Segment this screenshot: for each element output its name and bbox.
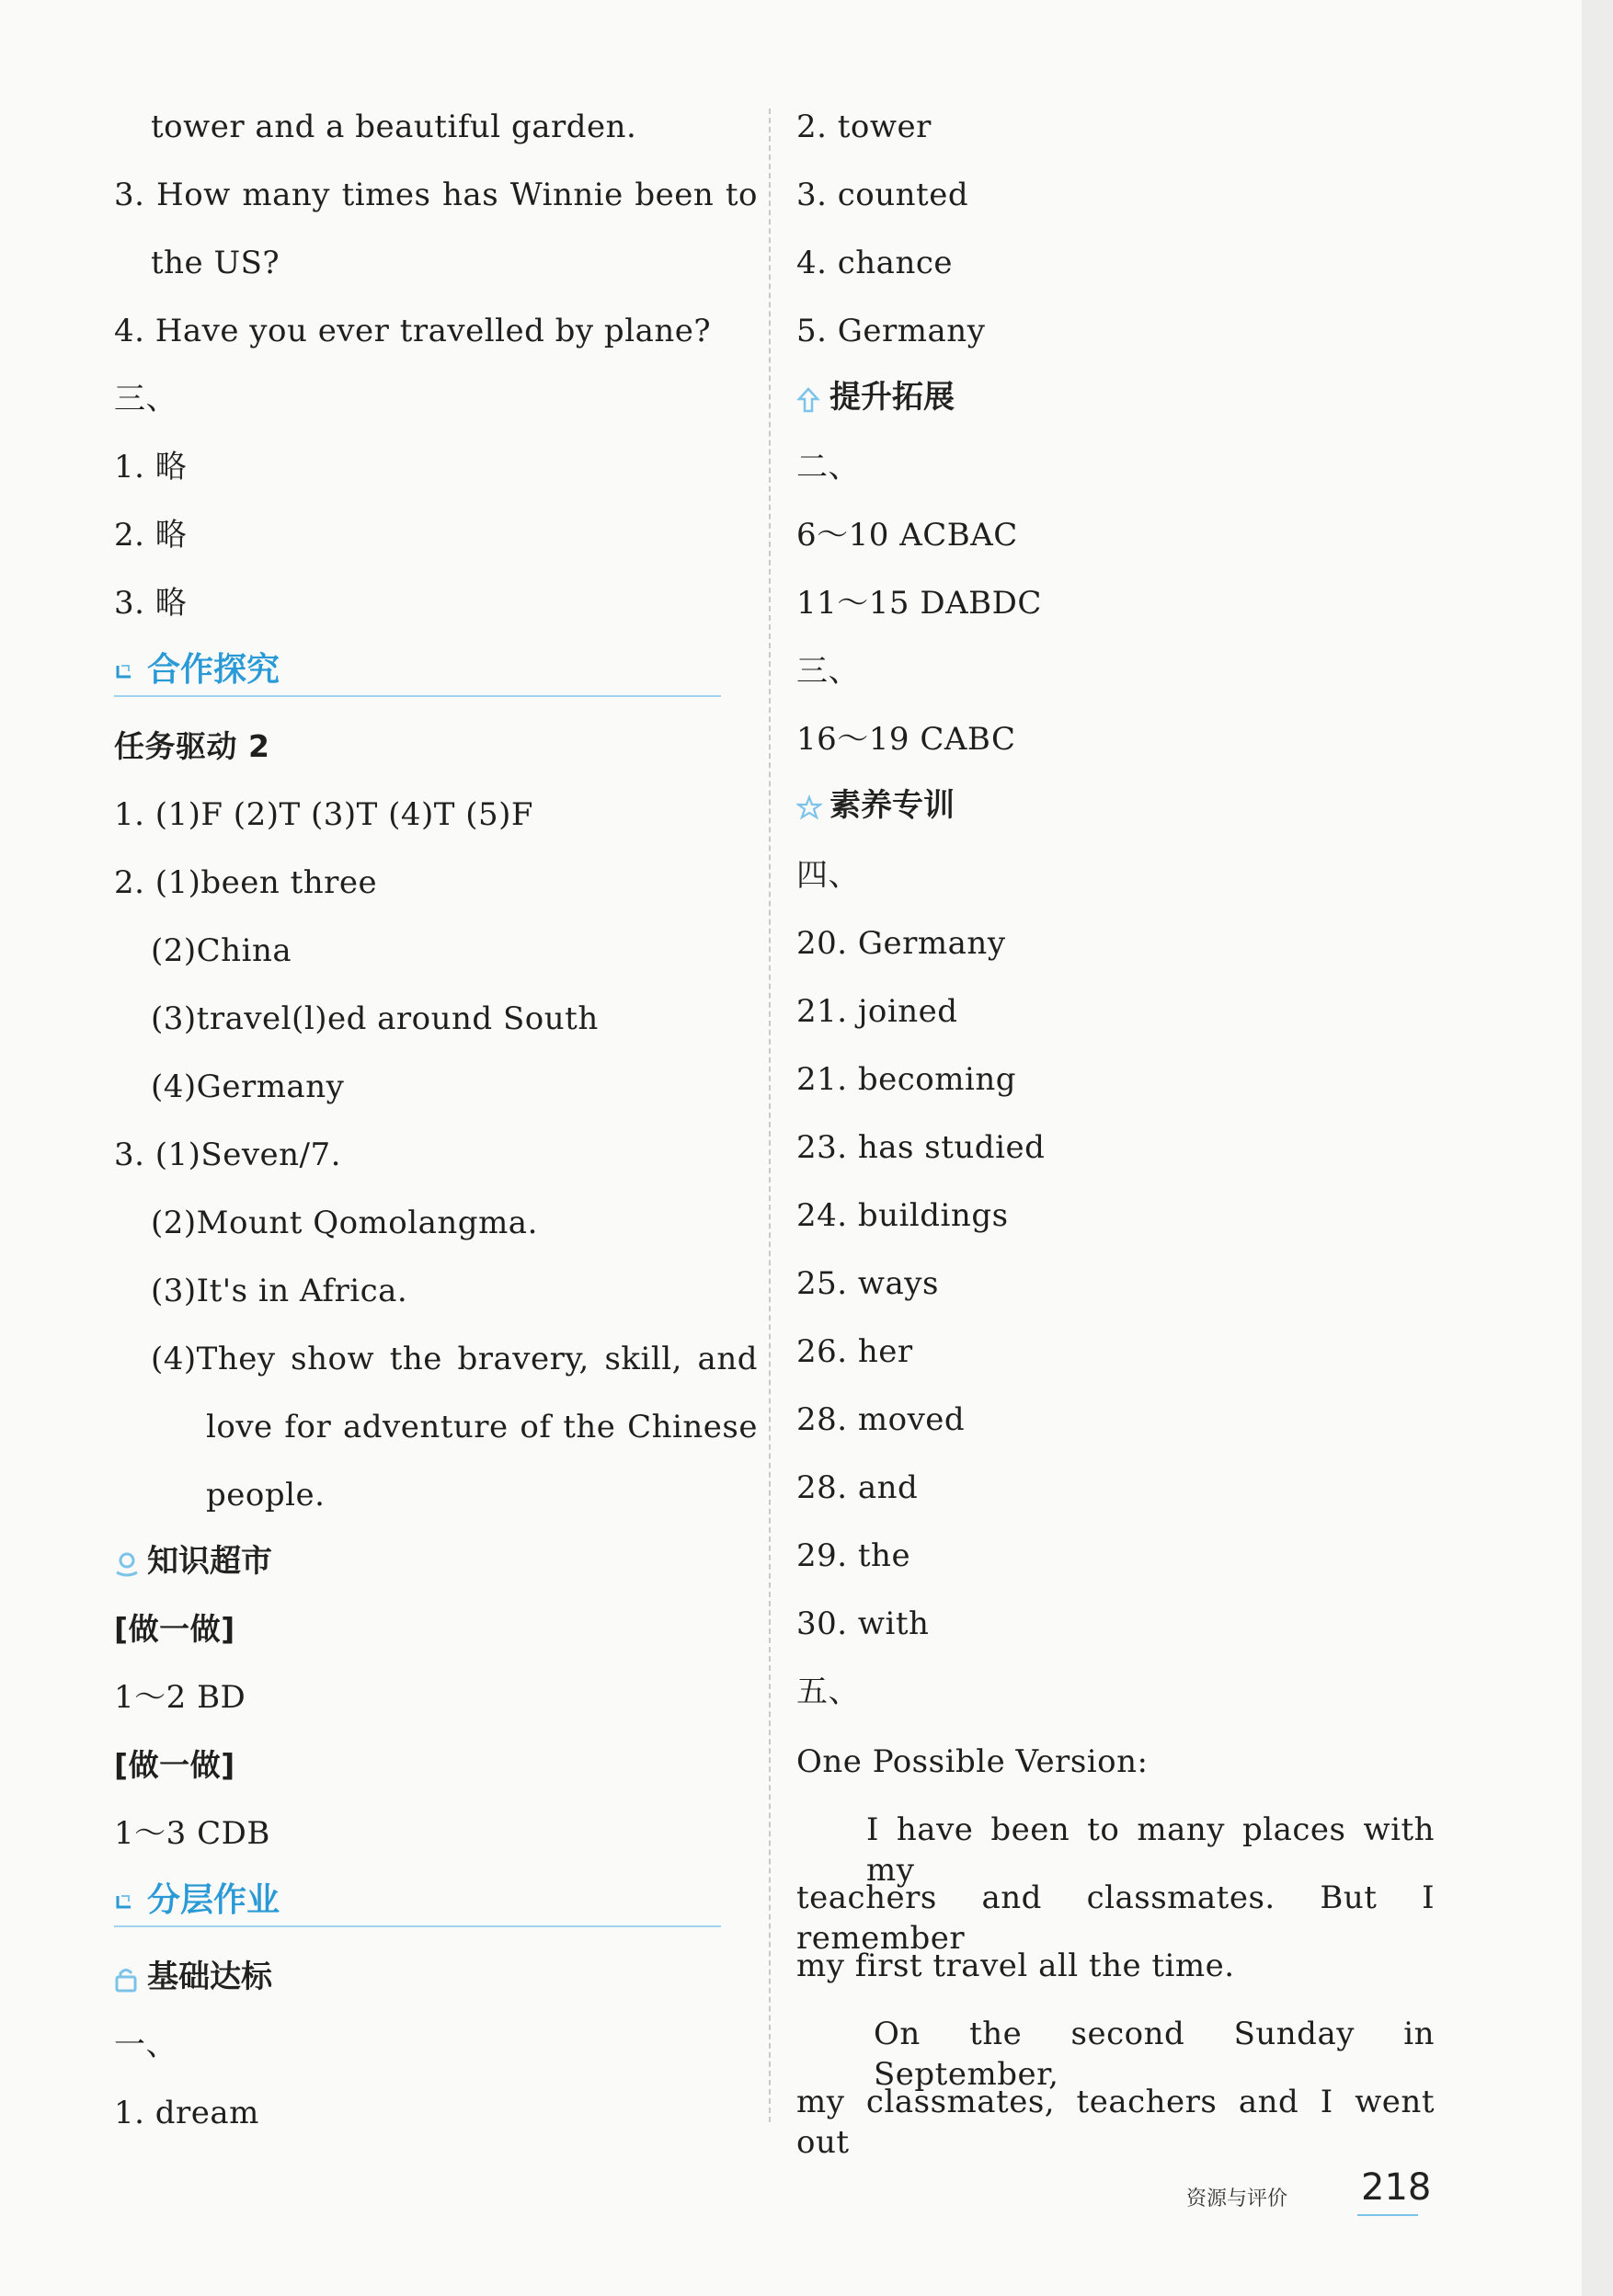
text-line: 3. How many times has Winnie been to [114, 177, 758, 213]
section-title: 提升拓展 [829, 379, 955, 416]
text-line: 26. her [796, 1333, 913, 1370]
text-line: 11～15 DABDC [796, 585, 1042, 622]
text-line: (2)China [151, 932, 292, 969]
text-line: 25. ways [796, 1265, 939, 1302]
text-line: 3. 略 [114, 585, 188, 622]
text-line: On the second Sunday in September, [874, 2016, 1435, 2093]
text-line: my classmates, teachers and I went out [796, 2084, 1435, 2161]
page-edge-shadow [1582, 0, 1613, 2296]
text-line: love for adventure of the Chinese [206, 1409, 758, 1445]
text-line: 24. buildings [796, 1197, 1009, 1234]
footer-label: 资源与评价 [1186, 2187, 1288, 2210]
text-line: 1～3 CDB [114, 1815, 270, 1852]
text-line: 30. with [796, 1605, 930, 1642]
subsection-title: [做一做] [114, 1747, 235, 1783]
text-line: (2)Mount Qomolangma. [151, 1205, 538, 1241]
section-heading-suyang [796, 785, 955, 826]
text-line: 6～10 ACBAC [796, 517, 1018, 554]
text-line: 4. chance [796, 245, 954, 281]
page-number-underline [1357, 2214, 1418, 2216]
corner-arrow-icon [114, 657, 138, 684]
text-line: 28. moved [796, 1401, 966, 1438]
text-line: 21. becoming [796, 1061, 1017, 1098]
text-line: 28. and [796, 1469, 919, 1506]
text-line: (3)It's in Africa. [151, 1273, 408, 1309]
lock-icon [114, 1963, 138, 1991]
text-line: 2. (1)been three [114, 864, 378, 901]
text-line: 21. joined [796, 993, 958, 1030]
location-pin-icon [114, 1548, 138, 1575]
text-line: 三、 [114, 381, 177, 417]
text-line: 2. tower [796, 109, 932, 145]
section-title: 基础达标 [147, 1959, 272, 1995]
text-line: tower and a beautiful garden. [151, 109, 637, 145]
section-rule [114, 695, 721, 697]
section-heading-fenceng [114, 1879, 280, 1922]
text-line: teachers and classmates. But I remember [796, 1879, 1435, 1957]
text-line: 一、 [114, 2027, 177, 2063]
text-line: (4)They show the bravery, skill, and [151, 1341, 758, 1377]
section-title: 合作探究 [147, 651, 280, 689]
text-line: 三、 [796, 653, 860, 690]
text-line: 23. has studied [796, 1129, 1046, 1166]
text-line: 3. (1)Seven/7. [114, 1137, 341, 1173]
text-line: 29. the [796, 1537, 911, 1574]
text-line: 1. dream [114, 2095, 259, 2131]
text-line: 3. counted [796, 177, 969, 213]
text-line: 四、 [796, 857, 860, 894]
text-line: I have been to many places with my [866, 1811, 1435, 1889]
text-line: 1. (1)F (2)T (3)T (4)T (5)F [114, 796, 533, 833]
section-title: 素养专训 [829, 787, 955, 824]
star-icon [796, 792, 820, 819]
section-heading-jichu [114, 1957, 272, 1997]
text-line: 20. Germany [796, 925, 1006, 962]
text-line: 二、 [796, 449, 860, 485]
text-line: (4)Germany [151, 1068, 345, 1105]
text-line: 五、 [796, 1673, 860, 1710]
subsection-title: [做一做] [114, 1611, 235, 1647]
section-heading-tisheng [796, 377, 955, 417]
text-line: people. [206, 1477, 326, 1514]
text-line: 4. Have you ever travelled by plane? [114, 313, 712, 349]
text-line: 16～19 CABC [796, 721, 1016, 758]
text-line: 1. 略 [114, 449, 188, 485]
text-line: my first travel all the time. [796, 1948, 1235, 1984]
section-heading-zhishi [114, 1541, 272, 1582]
text-line: One Possible Version: [796, 1743, 1149, 1780]
corner-arrow-icon [114, 1887, 138, 1914]
page-number: 218 [1361, 2166, 1432, 2209]
section-rule [114, 1925, 721, 1927]
text-line: 5. Germany [796, 313, 986, 349]
up-arrow-icon [796, 383, 820, 411]
text-line: (3)travel(l)ed around South [151, 1000, 599, 1037]
text-line: 2. 略 [114, 517, 188, 554]
section-title: 分层作业 [147, 1881, 280, 1919]
subsection-title: 任务驱动 2 [114, 728, 270, 764]
section-title: 知识超市 [147, 1543, 272, 1580]
text-line: the US? [151, 245, 280, 281]
section-heading-hezuo [114, 649, 280, 691]
column-divider [769, 109, 771, 2122]
text-line: 1～2 BD [114, 1679, 246, 1716]
